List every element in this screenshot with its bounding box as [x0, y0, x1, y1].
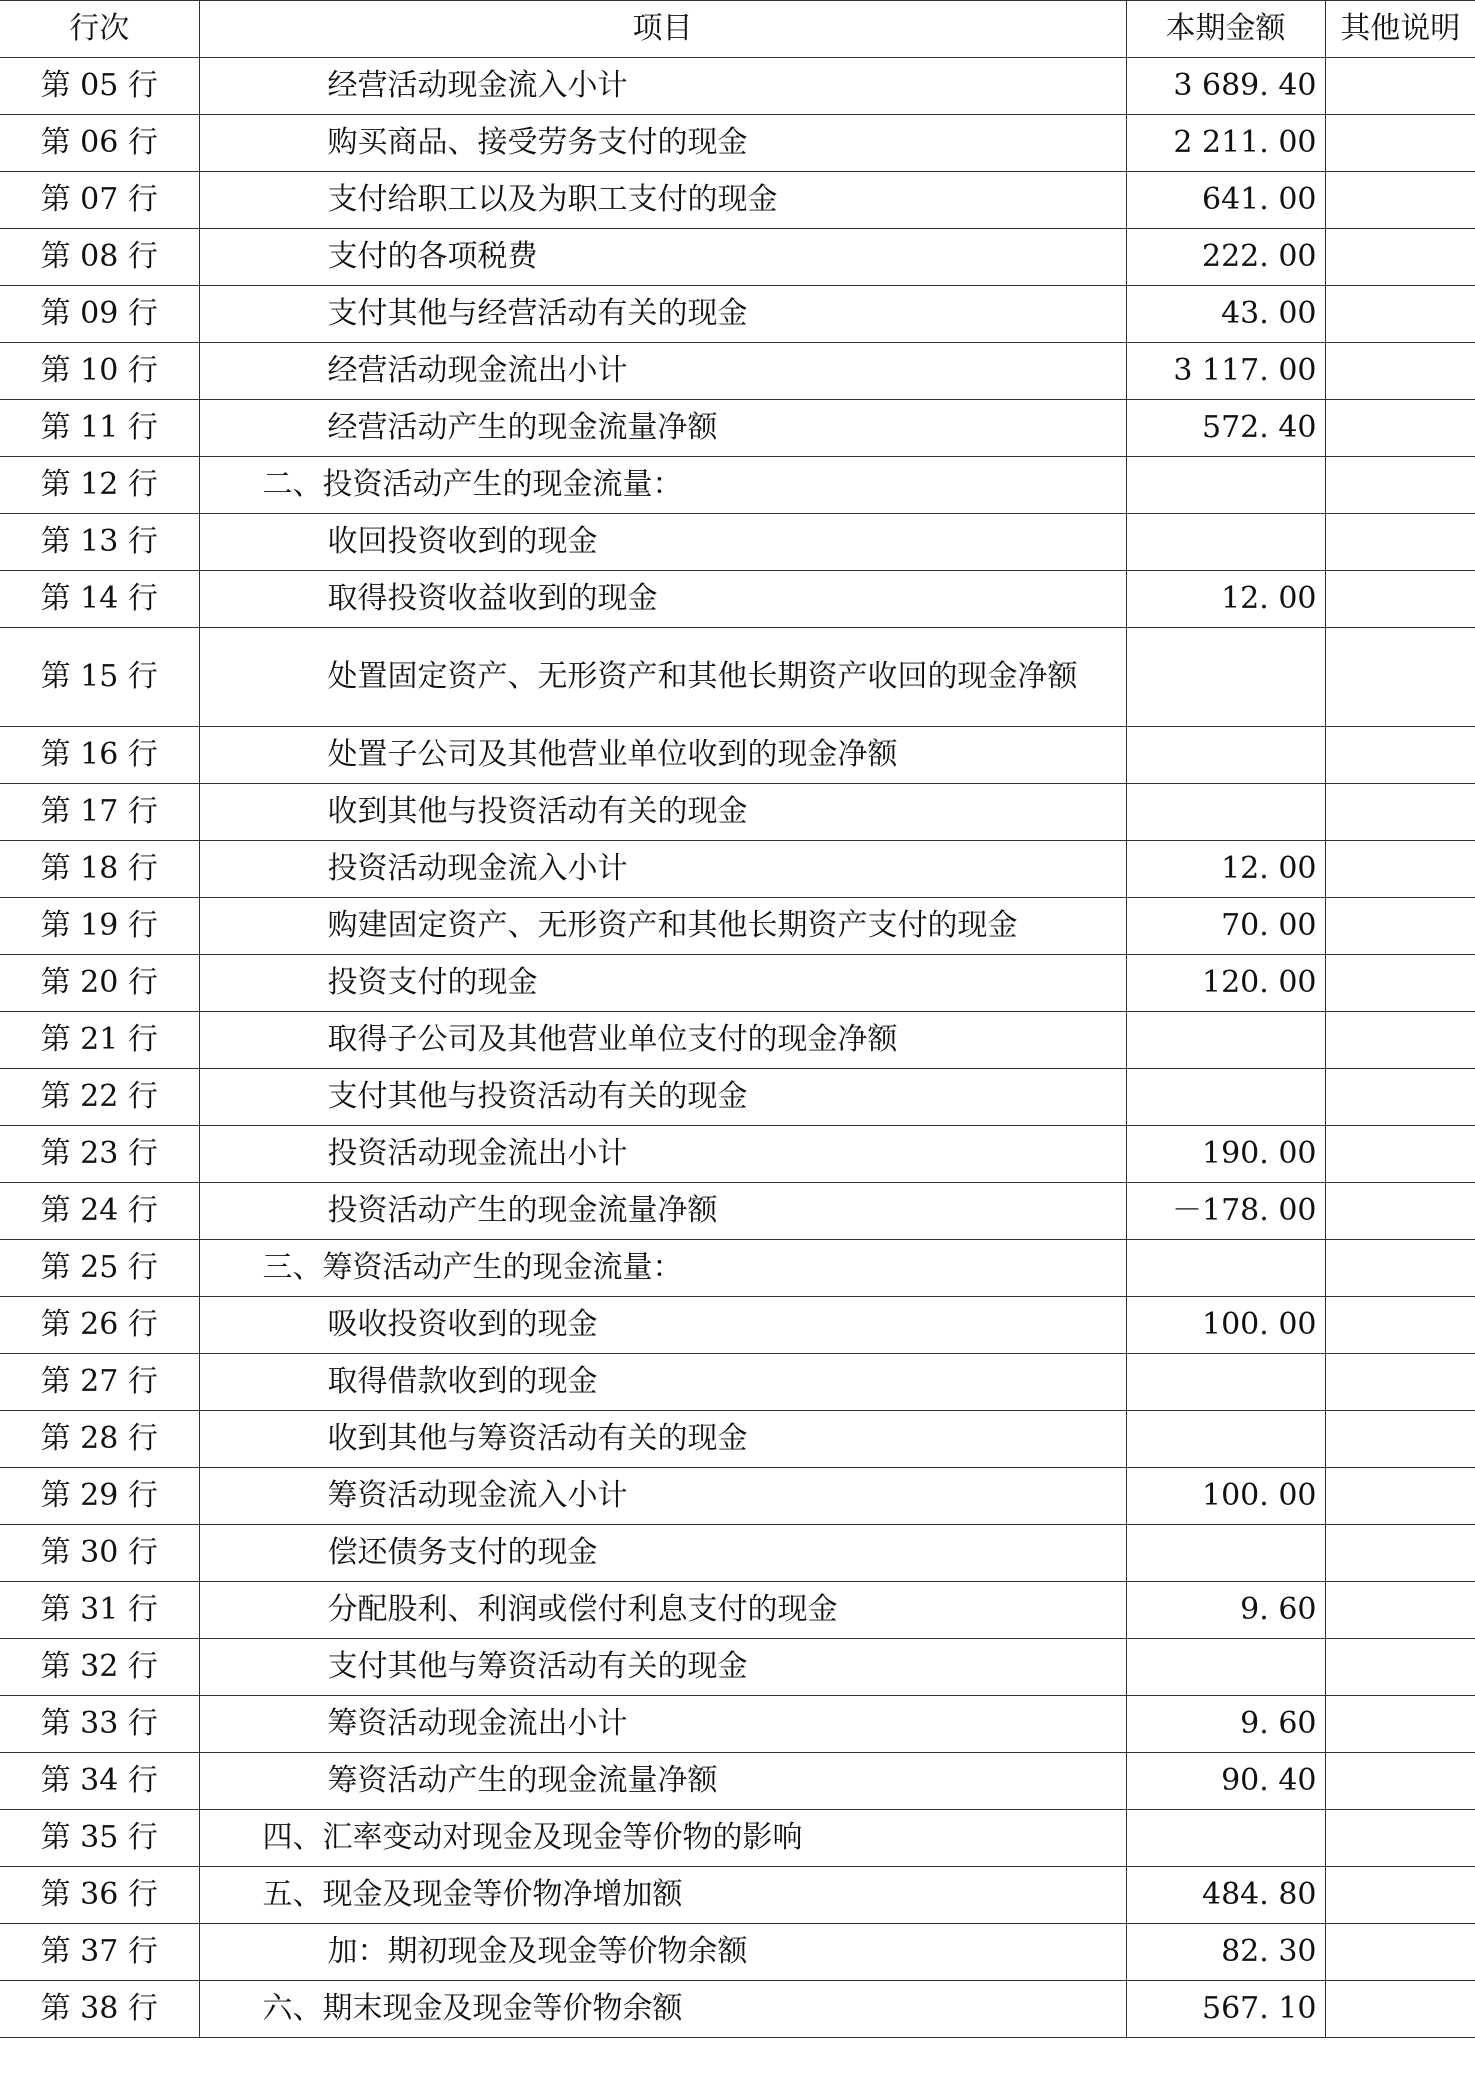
header-row-number: 行次 — [0, 1, 199, 58]
item-cell: 经营活动产生的现金流量净额 — [199, 400, 1126, 457]
row-number-cell: 第 22 行 — [0, 1069, 199, 1126]
row-number-cell: 第 24 行 — [0, 1183, 199, 1240]
header-note: 其他说明 — [1325, 1, 1475, 58]
table-row — [0, 1069, 1475, 1126]
table-row — [0, 1012, 1475, 1069]
item-cell: 购建固定资产、无形资产和其他长期资产支付的现金 — [199, 898, 1126, 955]
row-number-cell: 第 19 行 — [0, 898, 199, 955]
row-number-cell: 第 17 行 — [0, 784, 199, 841]
item-cell: 收回投资收到的现金 — [199, 514, 1126, 571]
row-number-cell: 第 14 行 — [0, 571, 199, 628]
amount-cell: 572. 40 — [1126, 400, 1325, 457]
row-number-cell: 第 31 行 — [0, 1582, 199, 1639]
item-cell: 投资活动现金流入小计 — [199, 841, 1126, 898]
amount-cell — [1126, 1639, 1325, 1696]
amount-cell: 12. 00 — [1126, 841, 1325, 898]
note-cell — [1325, 1639, 1475, 1696]
item-cell: 吸收投资收到的现金 — [199, 1297, 1126, 1354]
amount-cell — [1126, 1810, 1325, 1867]
amount-cell: 90. 40 — [1126, 1753, 1325, 1810]
note-cell — [1325, 1012, 1475, 1069]
row-number-cell: 第 23 行 — [0, 1126, 199, 1183]
row-number-cell: 第 20 行 — [0, 955, 199, 1012]
row-number-cell: 第 15 行 — [0, 628, 199, 727]
row-number-cell: 第 27 行 — [0, 1354, 199, 1411]
item-cell: 六、期末现金及现金等价物余额 — [199, 1981, 1126, 2038]
table-row — [0, 1525, 1475, 1582]
table-row — [0, 1639, 1475, 1696]
table-row — [0, 400, 1475, 457]
note-cell — [1325, 1582, 1475, 1639]
amount-cell: 3 689. 40 — [1126, 58, 1325, 115]
table-row — [0, 571, 1475, 628]
item-cell: 二、投资活动产生的现金流量： — [199, 457, 1126, 514]
table-row — [0, 1810, 1475, 1867]
amount-cell — [1126, 514, 1325, 571]
item-cell: 支付其他与经营活动有关的现金 — [199, 286, 1126, 343]
note-cell — [1325, 1924, 1475, 1981]
note-cell — [1325, 628, 1475, 727]
table-header — [0, 1, 1475, 58]
item-cell: 五、现金及现金等价物净增加额 — [199, 1867, 1126, 1924]
table-row — [0, 727, 1475, 784]
note-cell — [1325, 1468, 1475, 1525]
item-cell: 投资活动产生的现金流量净额 — [199, 1183, 1126, 1240]
note-cell — [1325, 1867, 1475, 1924]
header-item: 项目 — [199, 1, 1126, 58]
item-cell: 分配股利、利润或偿付利息支付的现金 — [199, 1582, 1126, 1639]
table-row — [0, 115, 1475, 172]
table-row — [0, 898, 1475, 955]
item-cell: 支付其他与投资活动有关的现金 — [199, 1069, 1126, 1126]
note-cell — [1325, 1810, 1475, 1867]
row-number-cell: 第 26 行 — [0, 1297, 199, 1354]
amount-cell: 100. 00 — [1126, 1297, 1325, 1354]
row-number-cell: 第 38 行 — [0, 1981, 199, 2038]
row-number-cell: 第 16 行 — [0, 727, 199, 784]
note-cell — [1325, 727, 1475, 784]
item-cell: 筹资活动现金流入小计 — [199, 1468, 1126, 1525]
item-cell: 支付其他与筹资活动有关的现金 — [199, 1639, 1126, 1696]
table-row — [0, 784, 1475, 841]
amount-cell — [1126, 1525, 1325, 1582]
table-row — [0, 1411, 1475, 1468]
table-row — [0, 172, 1475, 229]
amount-cell: 43. 00 — [1126, 286, 1325, 343]
table-body — [0, 58, 1475, 2038]
header-amount: 本期金额 — [1126, 1, 1325, 58]
item-cell: 筹资活动产生的现金流量净额 — [199, 1753, 1126, 1810]
note-cell — [1325, 1354, 1475, 1411]
item-cell: 筹资活动现金流出小计 — [199, 1696, 1126, 1753]
item-cell: 处置固定资产、无形资产和其他长期资产收回的现金净额 — [199, 628, 1126, 727]
row-number-cell: 第 08 行 — [0, 229, 199, 286]
row-number-cell: 第 09 行 — [0, 286, 199, 343]
amount-cell: －178. 00 — [1126, 1183, 1325, 1240]
table-row — [0, 1696, 1475, 1753]
note-cell — [1325, 1525, 1475, 1582]
note-cell — [1325, 841, 1475, 898]
row-number-cell: 第 32 行 — [0, 1639, 199, 1696]
amount-cell — [1126, 457, 1325, 514]
note-cell — [1325, 457, 1475, 514]
amount-cell — [1126, 784, 1325, 841]
item-cell: 处置子公司及其他营业单位收到的现金净额 — [199, 727, 1126, 784]
amount-cell: 9. 60 — [1126, 1696, 1325, 1753]
note-cell — [1325, 1411, 1475, 1468]
item-cell: 支付给职工以及为职工支付的现金 — [199, 172, 1126, 229]
table-row — [0, 1240, 1475, 1297]
row-number-cell: 第 11 行 — [0, 400, 199, 457]
item-cell: 投资支付的现金 — [199, 955, 1126, 1012]
note-cell — [1325, 115, 1475, 172]
amount-cell: 100. 00 — [1126, 1468, 1325, 1525]
row-number-cell: 第 05 行 — [0, 58, 199, 115]
header-row — [0, 1, 1475, 58]
table-row — [0, 628, 1475, 727]
note-cell — [1325, 172, 1475, 229]
row-number-cell: 第 06 行 — [0, 115, 199, 172]
amount-cell: 12. 00 — [1126, 571, 1325, 628]
note-cell — [1325, 514, 1475, 571]
note-cell — [1325, 343, 1475, 400]
note-cell — [1325, 898, 1475, 955]
note-cell — [1325, 1069, 1475, 1126]
note-cell — [1325, 784, 1475, 841]
amount-cell: 567. 10 — [1126, 1981, 1325, 2038]
amount-cell: 222. 00 — [1126, 229, 1325, 286]
table-row — [0, 1867, 1475, 1924]
item-cell: 取得投资收益收到的现金 — [199, 571, 1126, 628]
item-cell: 购买商品、接受劳务支付的现金 — [199, 115, 1126, 172]
amount-cell — [1126, 1069, 1325, 1126]
table-row — [0, 1753, 1475, 1810]
amount-cell — [1126, 1354, 1325, 1411]
item-cell: 经营活动现金流入小计 — [199, 58, 1126, 115]
item-cell: 收到其他与筹资活动有关的现金 — [199, 1411, 1126, 1468]
row-number-cell: 第 10 行 — [0, 343, 199, 400]
amount-cell: 2 211. 00 — [1126, 115, 1325, 172]
note-cell — [1325, 955, 1475, 1012]
amount-cell: 9. 60 — [1126, 1582, 1325, 1639]
amount-cell — [1126, 727, 1325, 784]
note-cell — [1325, 1183, 1475, 1240]
row-number-cell: 第 13 行 — [0, 514, 199, 571]
note-cell — [1325, 1240, 1475, 1297]
table-row — [0, 1981, 1475, 2038]
table-row — [0, 955, 1475, 1012]
amount-cell: 120. 00 — [1126, 955, 1325, 1012]
note-cell — [1325, 1753, 1475, 1810]
table-row — [0, 229, 1475, 286]
item-cell: 加：期初现金及现金等价物余额 — [199, 1924, 1126, 1981]
amount-cell: 484. 80 — [1126, 1867, 1325, 1924]
row-number-cell: 第 30 行 — [0, 1525, 199, 1582]
amount-cell — [1126, 1411, 1325, 1468]
table-row — [0, 1297, 1475, 1354]
table-row — [0, 1582, 1475, 1639]
item-cell: 偿还债务支付的现金 — [199, 1525, 1126, 1582]
row-number-cell: 第 34 行 — [0, 1753, 199, 1810]
amount-cell — [1126, 628, 1325, 727]
table-row — [0, 1354, 1475, 1411]
row-number-cell: 第 28 行 — [0, 1411, 199, 1468]
item-cell: 收到其他与投资活动有关的现金 — [199, 784, 1126, 841]
row-number-cell: 第 35 行 — [0, 1810, 199, 1867]
table-row — [0, 1468, 1475, 1525]
table-row — [0, 514, 1475, 571]
table-row — [0, 58, 1475, 115]
row-number-cell: 第 37 行 — [0, 1924, 199, 1981]
row-number-cell: 第 12 行 — [0, 457, 199, 514]
amount-cell: 3 117. 00 — [1126, 343, 1325, 400]
item-cell: 投资活动现金流出小计 — [199, 1126, 1126, 1183]
note-cell — [1325, 1981, 1475, 2038]
row-number-cell: 第 21 行 — [0, 1012, 199, 1069]
table-row — [0, 1924, 1475, 1981]
amount-cell: 70. 00 — [1126, 898, 1325, 955]
note-cell — [1325, 400, 1475, 457]
row-number-cell: 第 29 行 — [0, 1468, 199, 1525]
table-row — [0, 1183, 1475, 1240]
amount-cell: 641. 00 — [1126, 172, 1325, 229]
table-row — [0, 1126, 1475, 1183]
amount-cell — [1126, 1012, 1325, 1069]
note-cell — [1325, 571, 1475, 628]
amount-cell: 82. 30 — [1126, 1924, 1325, 1981]
amount-cell: 190. 00 — [1126, 1126, 1325, 1183]
table-row — [0, 457, 1475, 514]
item-cell: 取得子公司及其他营业单位支付的现金净额 — [199, 1012, 1126, 1069]
note-cell — [1325, 1696, 1475, 1753]
note-cell — [1325, 58, 1475, 115]
note-cell — [1325, 286, 1475, 343]
row-number-cell: 第 33 行 — [0, 1696, 199, 1753]
row-number-cell: 第 25 行 — [0, 1240, 199, 1297]
row-number-cell: 第 36 行 — [0, 1867, 199, 1924]
table-row — [0, 343, 1475, 400]
table-row — [0, 286, 1475, 343]
item-cell: 三、筹资活动产生的现金流量： — [199, 1240, 1126, 1297]
table-row — [0, 841, 1475, 898]
item-cell: 四、汇率变动对现金及现金等价物的影响 — [199, 1810, 1126, 1867]
amount-cell — [1126, 1240, 1325, 1297]
note-cell — [1325, 1126, 1475, 1183]
row-number-cell: 第 18 行 — [0, 841, 199, 898]
row-number-cell: 第 07 行 — [0, 172, 199, 229]
note-cell — [1325, 1297, 1475, 1354]
item-cell: 支付的各项税费 — [199, 229, 1126, 286]
note-cell — [1325, 229, 1475, 286]
item-cell: 经营活动现金流出小计 — [199, 343, 1126, 400]
item-cell: 取得借款收到的现金 — [199, 1354, 1126, 1411]
